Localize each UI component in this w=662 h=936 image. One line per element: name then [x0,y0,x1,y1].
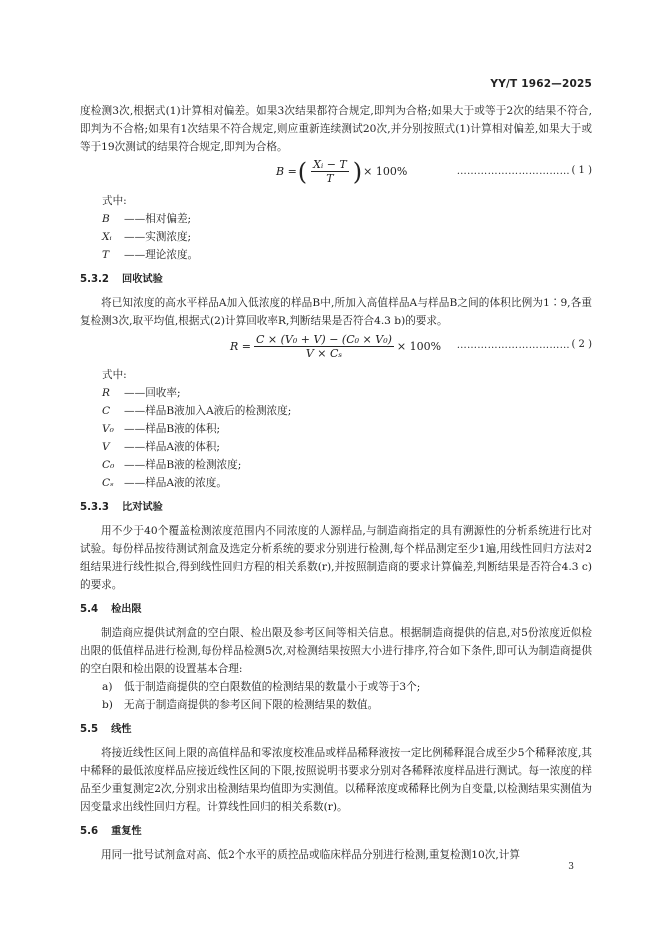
section-5-4-heading [80,600,592,619]
section-title: 重复性 [111,826,142,837]
variable-item: B ——相对偏差; [102,213,192,225]
section-5-3-3-heading [80,498,592,517]
open-paren: ( [297,157,308,186]
formula-1 [80,158,592,188]
variable-item: V ——样品A液的体积; [102,441,220,453]
where-label-2: 式中: [102,369,127,381]
section-5-5-paragraph: 将接近线性区间上限的高值样品和零浓度校准品或样品稀释液按一定比例稀释混合成至少5个稀释浓度,其中稀释的最低浓度样品应接近线性区间的下限,按照说明书要求分别对各稀释浓度样品进行测试。每一浓度的样品至少重复测定2次,分别求出检测结果均值即为实测值。以稀释浓度或稀释比例为自变量,以检测结果实测值为因变量求出线性回归方程。计算线性回归的相关系数(r)。 [80,747,592,813]
section-5-5-heading [80,720,592,739]
section-5-3-3-paragraph: 用不少于40个覆盖检测浓度范围内不同浓度的人源样品,与制造商指定的具有溯源性的分析系统进行比对试验。每份样品按待测试剂盒及选定分析系统的要求分别进行检测,每个样品测定至少1遍,用线性回归方法对2组结果进行线性拟合,得到线性回归方程的相关系数(r),并按照制造商的要求计算偏差,判断结果是否符合4.3 c)的要求。 [80,525,592,591]
formula-1-lhs: B = [276,165,297,178]
list-item-label: b) [102,699,113,711]
variable-list-1 [80,210,592,264]
list-item-text: 无高于制造商提供的参考区间下限的检测结果的数值。 [124,699,379,711]
formula-2-rhs: × 100% [396,340,442,353]
variable-item: R ——回收率; [102,387,181,399]
formula-1-fraction [311,158,349,185]
formula-2-number: ( 2 ) [571,339,592,350]
section-5-6-paragraph: 用同一批号试剂盒对高、低2个水平的质控品或临床样品分别进行检测,重复检测10次,计算 [101,849,520,861]
formula-2-fraction [254,333,394,360]
formula-2-numerator: C × (V₀ + V) − (C₀ × V₀) [256,333,392,346]
section-5-4-paragraph: 制造商应提供试剂盒的空白限、检出限及参考区间等相关信息。根据制造商提供的信息,对5份浓度近似检出限的低值样品进行检测,每份样品检测5次,对检测结果按照大小进行排序,符合如下条件,即可认为制造商提供的空白限和检出限的设置基本合理: [80,627,592,675]
formula-1-numerator: Xᵢ − T [313,158,347,171]
section-number: 5.3.2 [80,274,110,285]
formula-2 [80,332,592,362]
main-content [80,102,592,864]
section-title: 比对试验 [122,502,163,513]
formula-2-leader: …………………………… [456,340,570,351]
variable-item: Cₛ ——样品A液的浓度。 [102,477,227,489]
variable-list-2 [80,384,592,492]
formula-2-denominator: V × Cₛ [305,347,343,360]
section-number: 5.6 [80,826,99,837]
section-5-3-2-paragraph: 将已知浓度的高水平样品A加入低浓度的样品B中,所加入高值样品A与样品B之间的体积比例为1∶9,各重复检测3次,取平均值,根据式(2)计算回收率R,判断结果是否符合4.3 b)的要求。 [80,297,592,327]
standard-number: YY/T 1962—2025 [490,78,592,90]
section-number: 5.3.3 [80,502,110,513]
formula-1-leader: …………………………… [456,166,570,177]
variable-item: T ——理论浓度。 [102,249,199,261]
variable-item: V₀ ——样品B液的体积; [102,423,221,435]
section-number: 5.4 [80,604,99,615]
section-title: 回收试验 [122,274,163,285]
section-number: 5.5 [80,724,99,735]
close-paren: ) [352,157,363,186]
formula-1-rhs: × 100% [363,165,408,178]
where-label-1: 式中: [102,195,127,207]
section-5-3-2-heading [80,270,592,289]
list-item-text: 低于制造商提供的空白限数值的检测结果的数量小于或等于3个; [124,681,421,693]
variable-item: C₀ ——样品B液的检测浓度; [102,459,242,471]
list-item-label: a) [102,681,113,693]
formula-1-number: ( 1 ) [571,165,592,176]
section-title: 检出限 [111,604,142,615]
formula-2-expression [230,333,441,360]
section-title: 线性 [111,724,132,735]
formula-2-lhs: R = [230,340,251,353]
section-5-6-heading [80,822,592,841]
formula-1-expression [276,158,407,185]
list-item [80,696,592,714]
intro-paragraph: 度检测3次,根据式(1)计算相对偏差。如果3次结果都符合规定,即判为合格;如果大于或等于2次的结果不符合,即判为不合格;如果有1次结果不符合规定,则应重新连续测试20次,并分别按照式(1)计算相对偏差,如果大于或等于19次测试的结果符合规定,即判为合格。 [80,105,592,153]
list-item [80,678,592,696]
page-number: 3 [568,862,574,872]
variable-item: C ——样品B液加入A液后的检测浓度; [102,405,292,417]
formula-1-denominator: T [326,172,334,185]
variable-item: Xᵢ ——实测浓度; [102,231,192,243]
